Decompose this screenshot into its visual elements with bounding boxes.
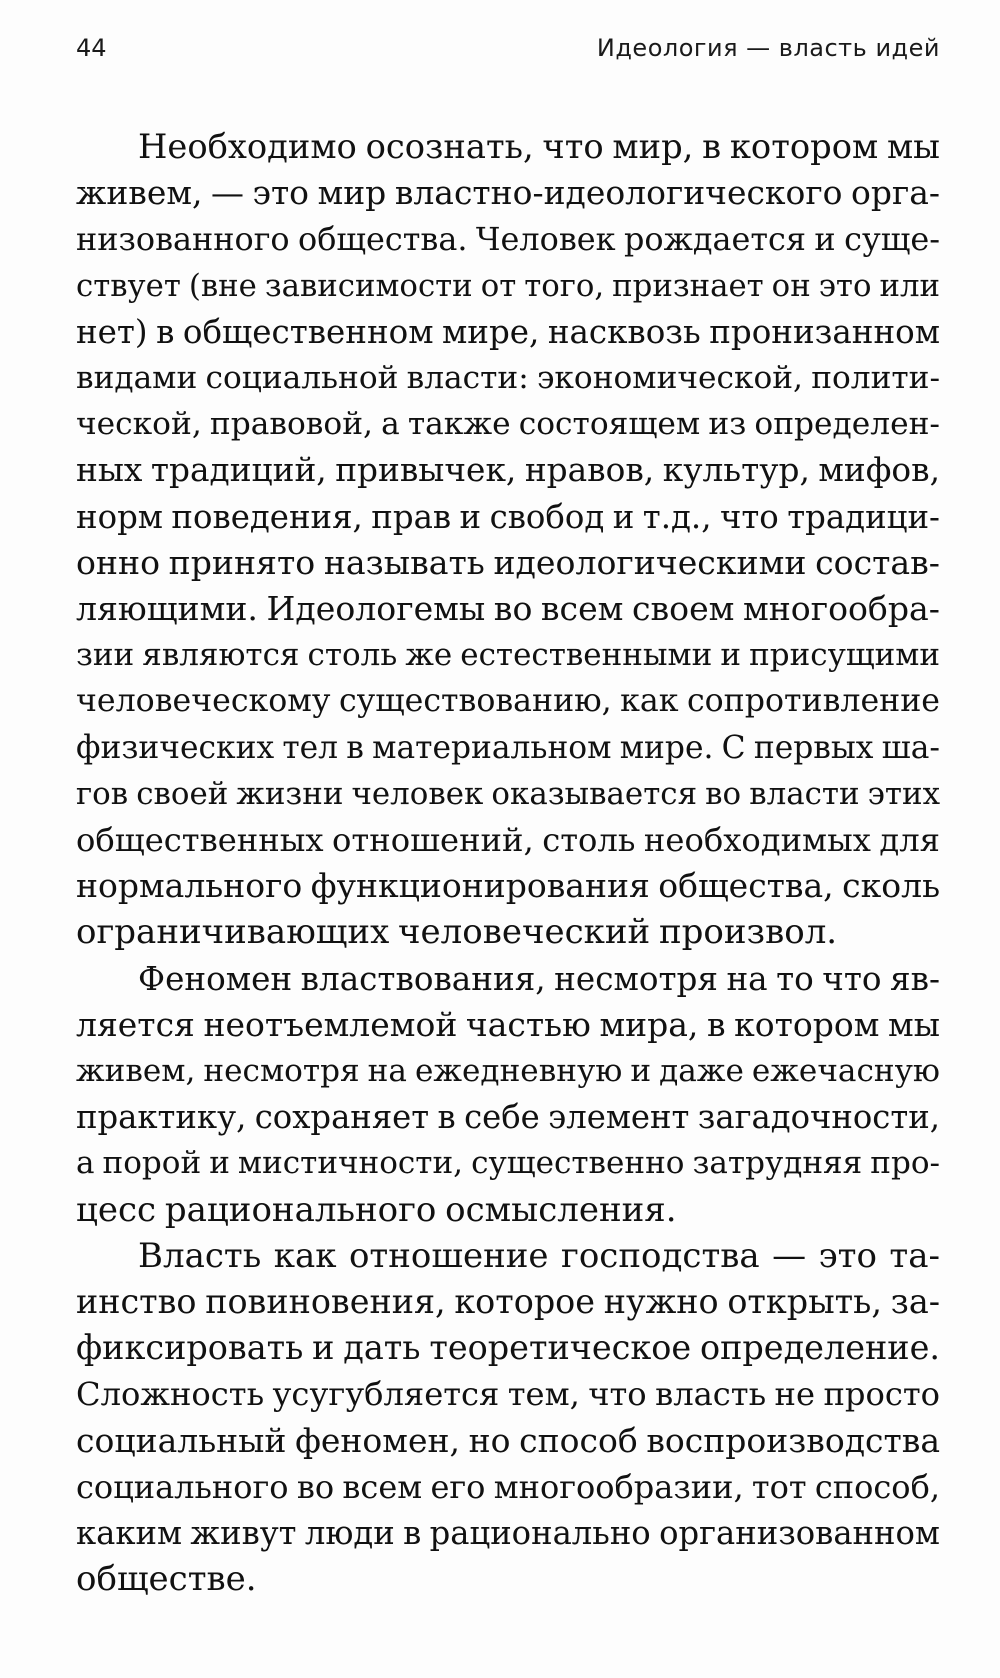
- text-line: онно принято называть идеологическими состав-: [76, 542, 940, 582]
- text-line: ляется неотъемлемой частью мира, в котором мы: [76, 1004, 940, 1044]
- text-line: каким живут люди в рационально организованном: [76, 1514, 940, 1553]
- text-line: видами социальной власти: экономической, полити-: [76, 360, 940, 397]
- paragraph: [76, 1233, 940, 1603]
- text-line: физических тел в материальном мире. С первых ша-: [76, 729, 940, 766]
- text-line: человеческому существованию, как сопротивление: [76, 683, 940, 720]
- text-line: живем, несмотря на ежедневную и даже ежечасную: [76, 1053, 940, 1090]
- text-line: практику, сохраняет в себе элемент загадочности,: [76, 1098, 940, 1137]
- text-line: нет) в общественном мире, насквозь пронизанном: [76, 312, 940, 351]
- running-head-title: Идеология — власть идей: [596, 34, 940, 62]
- text-line: цесс рационального осмысления.: [76, 1189, 677, 1230]
- text-line: ческой, правовой, а также состоящем из определен-: [76, 406, 940, 443]
- text-line: социальный феномен, но способ воспроизводства: [76, 1420, 940, 1460]
- text-line: Необходимо осознать, что мир, в котором мы: [138, 127, 940, 166]
- text-line: социального во всем его многообразии, тот способ,: [76, 1467, 940, 1506]
- text-line: ляющими. Идеологемы во всем своем многообра-: [76, 589, 940, 629]
- text-line: инство повиновения, которое нужно открыть, за-: [76, 1282, 940, 1322]
- text-line: Сложность усугубляется тем, что власть не просто: [76, 1375, 940, 1414]
- text-line: а порой и мистичности, существенно затрудняя про-: [76, 1145, 940, 1182]
- text-line: низованного общества. Человек рождается и суще-: [76, 220, 940, 259]
- running-head: [76, 34, 940, 74]
- text-line: норм поведения, прав и свобод и т.д., что традици-: [76, 497, 940, 536]
- text-line: фиксировать и дать теоретическое определение.: [76, 1328, 940, 1368]
- text-line: нормального функционирования общества, сколь: [76, 866, 941, 906]
- text-line: зии являются столь же естественными и присущими: [76, 637, 940, 674]
- body-text: [76, 124, 940, 1603]
- text-line: Власть как отношение господства — это та-: [138, 1235, 940, 1276]
- text-line: Феномен властвования, несмотря на то что яв-: [138, 959, 940, 998]
- text-line: ных традиций, привычек, нравов, культур, мифов,: [76, 451, 940, 490]
- paragraph: [76, 124, 940, 956]
- text-line: ствует (вне зависимости от того, признает он это или: [76, 267, 940, 304]
- text-line: обществе.: [76, 1559, 257, 1600]
- text-line: общественных отношений, столь необходимых для: [76, 821, 940, 860]
- text-line: живем, — это мир властно-идеологического орга-: [76, 173, 940, 213]
- text-line: гов своей жизни человек оказывается во власти этих: [76, 775, 940, 812]
- text-line: ограничивающих человеческий произвол.: [76, 912, 838, 953]
- page-number: 44: [76, 34, 107, 62]
- paragraph: [76, 956, 940, 1233]
